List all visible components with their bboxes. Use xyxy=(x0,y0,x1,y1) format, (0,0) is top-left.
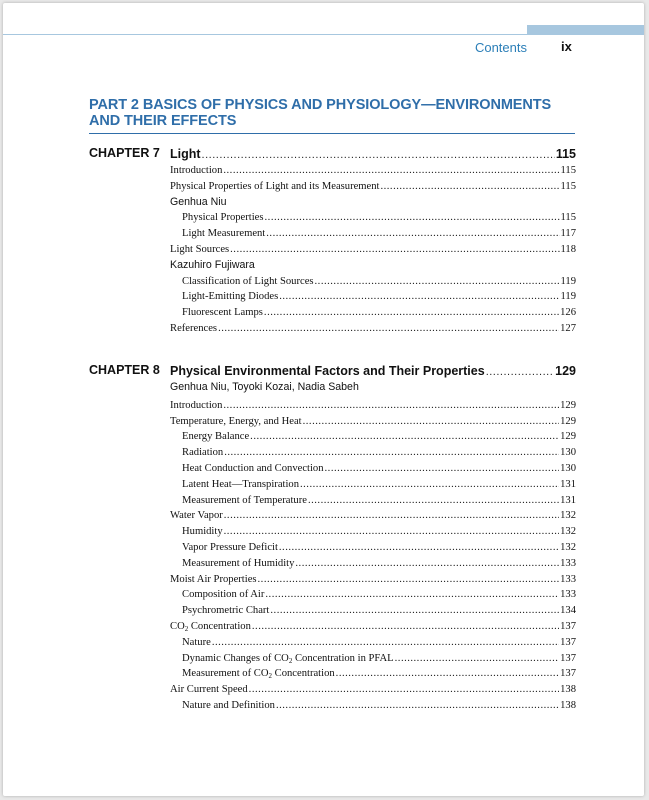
entry-title: Humidity xyxy=(182,526,223,538)
page-number: 127 xyxy=(560,322,576,334)
entry-title-part: Measurement of CO xyxy=(182,668,269,680)
part-title: PART 2 BASICS OF PHYSICS AND PHYSIOLOGY—ENVIRONMENTS AND THEIR EFFECTS xyxy=(89,97,552,129)
page-number: 129 xyxy=(560,399,576,411)
entry-title: Classification of Light Sources xyxy=(182,275,314,287)
leader-dots xyxy=(249,682,559,698)
page-number: 131 xyxy=(560,478,576,490)
entry-title xyxy=(182,651,394,667)
page-number: 118 xyxy=(560,243,576,255)
chapter-8-label: CHAPTER 8 xyxy=(89,363,160,377)
leader-dots xyxy=(279,540,559,556)
subscript: 2 xyxy=(268,672,272,681)
page-number: 129 xyxy=(555,364,576,378)
toc-entry[interactable] xyxy=(170,508,576,524)
header-accent-bar xyxy=(527,25,644,35)
page-number: 126 xyxy=(560,307,576,319)
toc-subentry[interactable] xyxy=(170,477,576,493)
page-number: 119 xyxy=(560,291,576,303)
page-number: 119 xyxy=(560,275,576,287)
leader-dots xyxy=(308,493,559,509)
toc-subentry[interactable] xyxy=(170,603,576,619)
entry-title: Light Sources xyxy=(170,243,230,255)
toc-subentry[interactable] xyxy=(170,445,576,461)
page-number: 138 xyxy=(560,699,576,711)
entry-title xyxy=(170,619,251,635)
entry-title: Psychrometric Chart xyxy=(182,605,270,617)
page-number: 137 xyxy=(560,636,576,648)
toc-subentry[interactable] xyxy=(170,587,576,603)
entry-title: Heat Conduction and Convection xyxy=(182,462,324,474)
leader-dots xyxy=(300,477,559,493)
leader-dots xyxy=(224,508,559,524)
leader-dots xyxy=(295,556,559,572)
running-header-page-number: ix xyxy=(561,39,572,54)
page-number: 129 xyxy=(560,415,576,427)
entry-title: References xyxy=(170,322,218,334)
entry-title: Introduction xyxy=(170,399,223,411)
page-number: 134 xyxy=(560,605,576,617)
page-number: 115 xyxy=(560,212,576,224)
section-author: Kazuhiro Fujiwara xyxy=(170,258,255,271)
toc-entry[interactable] xyxy=(170,242,576,258)
page-number: 130 xyxy=(560,462,576,474)
toc-subentry[interactable] xyxy=(170,210,576,226)
leader-dots xyxy=(276,698,559,714)
toc-subentry[interactable] xyxy=(170,289,576,305)
page-number: 138 xyxy=(560,684,576,696)
leader-dots xyxy=(270,603,559,619)
toc-subentry[interactable] xyxy=(170,429,576,445)
entry-title: Fluorescent Lamps xyxy=(182,307,263,319)
leader-dots xyxy=(264,305,559,321)
entry-title: Water Vapor xyxy=(170,510,223,522)
toc-subentry[interactable] xyxy=(170,274,576,290)
leader-dots xyxy=(202,146,555,163)
entry-title: Latent Heat—Transpiration xyxy=(182,478,299,490)
leader-dots xyxy=(303,414,559,430)
entry-title: Physical Properties of Light and its Measurement xyxy=(170,180,380,192)
page-number: 137 xyxy=(560,652,576,664)
entry-title: Temperature, Energy, and Heat xyxy=(170,415,302,427)
leader-dots xyxy=(223,398,559,414)
chapter-8-heading[interactable] xyxy=(170,362,576,380)
document-page xyxy=(3,3,644,796)
toc-subentry[interactable] xyxy=(170,493,576,509)
toc-entry[interactable] xyxy=(170,414,576,430)
subscript: 2 xyxy=(184,624,189,633)
chapter-7-heading[interactable] xyxy=(170,145,576,163)
leader-dots xyxy=(486,363,554,380)
entry-title-part: Dynamic Changes of CO xyxy=(182,652,289,664)
entry-title: Radiation xyxy=(182,447,224,459)
leader-dots xyxy=(224,445,559,461)
entry-title: Introduction xyxy=(170,165,223,176)
toc-entry[interactable] xyxy=(170,682,576,698)
page-number: 132 xyxy=(560,541,576,553)
entry-title: Air Current Speed xyxy=(170,684,248,696)
chapter-8-toc xyxy=(170,362,576,714)
entry-title-part: Concentration in PFAL xyxy=(292,652,394,664)
entry-title: Measurement of Humidity xyxy=(182,557,295,569)
entry-title: Moist Air Properties xyxy=(170,573,257,585)
entry-title-part: CO xyxy=(170,620,185,632)
page-number: 130 xyxy=(560,447,576,459)
entry-title: Vapor Pressure Deficit xyxy=(182,541,278,553)
page-number: 137 xyxy=(560,620,576,632)
entry-title: Measurement of Temperature xyxy=(182,494,307,506)
running-header-title: Contents xyxy=(474,40,527,55)
toc-subentry[interactable] xyxy=(170,524,576,540)
leader-dots xyxy=(224,524,559,540)
entry-title: Nature and Definition xyxy=(182,699,275,711)
toc-subentry[interactable] xyxy=(170,651,576,667)
toc-subentry[interactable] xyxy=(170,666,576,682)
toc-subentry[interactable] xyxy=(170,635,576,651)
toc-subentry[interactable] xyxy=(170,556,576,572)
page-number: 132 xyxy=(560,510,576,522)
leader-dots xyxy=(218,321,559,337)
leader-dots xyxy=(212,635,559,651)
toc-entry[interactable] xyxy=(170,619,576,635)
toc-entry[interactable] xyxy=(170,179,576,195)
chapter-title: Light xyxy=(170,147,201,161)
leader-dots xyxy=(336,666,559,682)
leader-dots xyxy=(250,429,559,445)
section-author: Genhua Niu xyxy=(170,195,227,208)
leader-dots xyxy=(315,274,560,290)
toc-entry[interactable] xyxy=(170,163,576,179)
entry-title-part: Concentration xyxy=(188,620,251,632)
header-rule xyxy=(3,34,527,35)
toc-subentry[interactable] xyxy=(170,305,576,321)
chapter-7-toc xyxy=(170,145,576,337)
toc-entry[interactable] xyxy=(170,321,576,337)
chapter-title: Physical Environmental Factors and Their Properties xyxy=(170,364,485,378)
leader-dots xyxy=(380,179,559,195)
toc-subentry[interactable] xyxy=(170,461,576,477)
leader-dots xyxy=(265,210,560,226)
leader-dots xyxy=(325,461,560,477)
chapter-authors: Genhua Niu, Toyoki Kozai, Nadia Sabeh xyxy=(170,381,359,393)
leader-dots xyxy=(223,163,559,179)
page-number: 132 xyxy=(560,526,576,538)
toc-subentry[interactable] xyxy=(170,540,576,556)
page-number: 115 xyxy=(560,165,576,176)
leader-dots xyxy=(230,242,559,258)
subscript: 2 xyxy=(288,656,293,665)
leader-dots xyxy=(279,289,559,305)
page-number: 137 xyxy=(560,668,576,680)
toc-entry[interactable] xyxy=(170,572,576,588)
leader-dots xyxy=(258,572,560,588)
page-number: 133 xyxy=(560,557,576,569)
entry-title: Energy Balance xyxy=(182,431,250,443)
page-number: 115 xyxy=(560,180,576,192)
page-number: 133 xyxy=(560,589,576,601)
page-number: 115 xyxy=(555,147,576,161)
entry-title xyxy=(182,666,335,682)
leader-dots xyxy=(266,226,559,242)
leader-dots xyxy=(265,587,559,603)
toc-entry[interactable] xyxy=(170,398,576,414)
entry-title-part: Concentration xyxy=(272,668,335,680)
entry-title: Light-Emitting Diodes xyxy=(182,291,279,303)
page-number: 129 xyxy=(560,431,576,443)
leader-dots xyxy=(252,619,559,635)
entry-title: Composition of Air xyxy=(182,589,265,601)
page-number: 133 xyxy=(560,573,576,585)
entry-title: Light Measurement xyxy=(182,228,266,240)
toc-subentry[interactable] xyxy=(170,698,576,714)
chapter-7-label: CHAPTER 7 xyxy=(89,146,160,160)
page-number: 131 xyxy=(560,494,576,506)
entry-title: Physical Properties xyxy=(182,212,264,224)
page-number: 117 xyxy=(560,228,576,240)
part-title-rule xyxy=(89,133,575,134)
leader-dots xyxy=(395,651,559,667)
entry-title: Nature xyxy=(182,636,211,648)
toc-subentry[interactable] xyxy=(170,226,576,242)
